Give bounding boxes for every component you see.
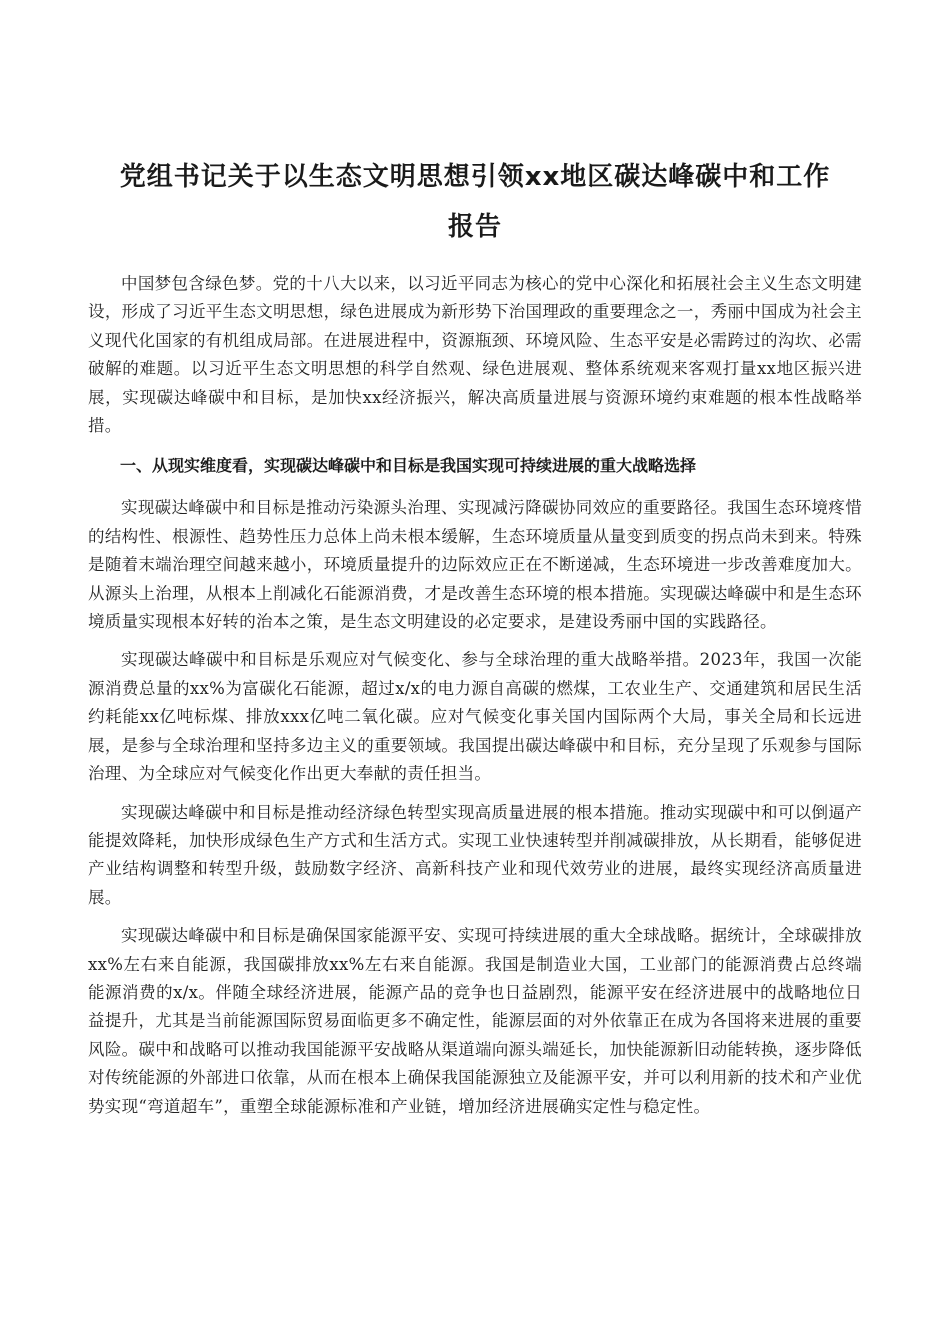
document-title-line-2: 报告 xyxy=(447,212,502,242)
intro-paragraph: 中国梦包含绿色梦。党的十八大以来，以习近平同志为核心的党中心深化和拓展社会主义生态文明建设，形成了习近平生态文明思想，绿色进展成为新形势下治国理政的重要理念之一，秀丽中国成为社会主义现代化国家的有机组成局部。在进展进程中，资源瓶颈、环境风险、生态平安是必需跨过的沟坎、必需破解的难题。以习近平生态文明思想的科学自然观、绿色进展观、整体系统观来客观打量xx地区振兴进展，实现碳达峰碳中和目标，是加快xx经济振兴，解决高质量进展与资源环境约束难题的根本性战略举措。 xyxy=(88,274,862,436)
section-1-paragraph-3: 实现碳达峰碳中和目标是推动经济绿色转型实现高质量进展的根本措施。推动实现碳中和可以倒逼产能提效降耗，加快形成绿色生产方式和生活方式。实现工业快速转型并削减碳排放，从长期看，能够促进产业结构调整和转型升级，鼓励数字经济、高新科技产业和现代效劳业的进展，最终实现经济高质量进展。 xyxy=(88,802,862,907)
section-1-paragraph-4: 实现碳达峰碳中和目标是确保国家能源平安、实现可持续进展的重大全球战略。据统计，全球碳排放xx%左右来自能源，我国碳排放xx%左右来自能源。我国是制造业大国，工业部门的能源消费占总终端能源消费的x/x。伴随全球经济进展，能源产品的竞争也日益剧烈，能源平安在经济进展中的战略地位日益提升，尤其是当前能源国际贸易面临更多不确定性，能源层面的对外依靠正在成为各国将来进展的重要风险。碳中和战略可以推动我国能源平安战略从渠道端向源头端延长，加快能源新旧动能转换，逐步降低对传统能源的外部进口依靠，从而在根本上确保我国能源独立及能源平安，并可以利用新的技术和产业优势实现“弯道超车”，重塑全球能源标准和产业链，增加经济进展确实定性与稳定性。 xyxy=(88,926,862,1116)
section-1-paragraph-1: 实现碳达峰碳中和目标是推动污染源头治理、实现减污降碳协同效应的重要路径。我国生态环境疼惜的结构性、根源性、趋势性压力总体上尚未根本缓解，生态环境质量从量变到质变的拐点尚未到来。特殊是随着末端治理空间越来越小，环境质量提升的边际效应正在不断递减，生态环境进一步改善难度加大。从源头上治理，从根本上削减化石能源消费，才是改善生态环境的根本措施。实现碳达峰碳中和是生态环境质量实现根本好转的治本之策，是生态文明建设的必定要求，是建设秀丽中国的实践路径。 xyxy=(88,498,862,632)
section-1-paragraph-2: 实现碳达峰碳中和目标是乐观应对气候变化、参与全球治理的重大战略举措。2023年，我国一次能源消费总量的xx%为富碳化石能源，超过x/x的电力源自高碳的燃煤，工农业生产、交通建筑和居民生活约耗能xx亿吨标煤、排放xxx亿吨二氧化碳。应对气候变化事关国内国际两个大局，事关全局和长远进展，是参与全球治理和坚持多边主义的重要领域。我国提出碳达峰碳中和目标，充分呈现了乐观参与国际治理、为全球应对气候变化作出更大奉献的责任担当。 xyxy=(88,650,862,784)
document-body xyxy=(88,270,862,1121)
section-1-heading: 一、从现实维度看，实现碳达峰碳中和目标是我国实现可持续进展的重大战略选择 xyxy=(120,456,697,476)
document-title-line-1: 党组书记关于以生态文明思想引领xx地区碳达峰碳中和工作 xyxy=(119,162,831,192)
document-title xyxy=(88,152,862,252)
